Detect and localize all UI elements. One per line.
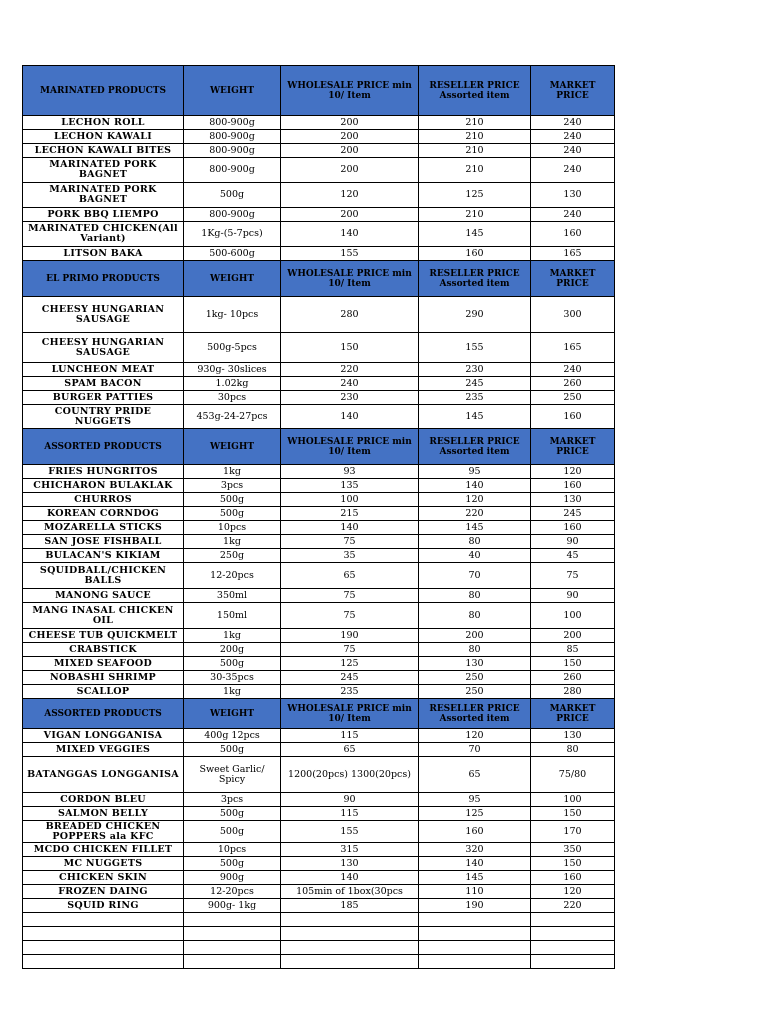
reseller-price-cell: 125: [419, 183, 531, 208]
product-row: [23, 363, 615, 377]
weight-cell: 400g 12pcs: [184, 729, 281, 743]
reseller-price-cell: [419, 913, 531, 927]
reseller-price-cell: 80: [419, 589, 531, 603]
wholesale-price-cell: 75: [281, 643, 419, 657]
product-name-cell: MANG INASAL CHICKEN OIL: [23, 603, 184, 629]
product-name-cell: CRABSTICK: [23, 643, 184, 657]
weight-cell: 250g: [184, 549, 281, 563]
product-row: [23, 941, 615, 955]
market-price-cell: 170: [531, 821, 615, 843]
product-row: [23, 333, 615, 363]
market-price-cell: 160: [531, 521, 615, 535]
product-name-cell: MIXED VEGGIES: [23, 743, 184, 757]
market-price-cell: 100: [531, 793, 615, 807]
reseller-price-cell: 80: [419, 535, 531, 549]
product-name-cell: SALMON BELLY: [23, 807, 184, 821]
column-header: MARKET PRICE: [531, 66, 615, 116]
reseller-price-cell: 160: [419, 247, 531, 261]
product-name-cell: MARINATED CHICKEN(All Variant): [23, 222, 184, 247]
product-row: [23, 589, 615, 603]
product-name-cell: CHICKEN SKIN: [23, 871, 184, 885]
product-name-cell: FRIES HUNGRITOS: [23, 465, 184, 479]
market-price-cell: 160: [531, 871, 615, 885]
market-price-cell: [531, 955, 615, 969]
product-name-cell: CHEESE TUB QUICKMELT: [23, 629, 184, 643]
wholesale-price-cell: 220: [281, 363, 419, 377]
market-price-cell: 240: [531, 158, 615, 183]
product-row: [23, 793, 615, 807]
market-price-cell: 165: [531, 333, 615, 363]
market-price-cell: 280: [531, 685, 615, 699]
product-name-cell: SAN JOSE FISHBALL: [23, 535, 184, 549]
product-name-cell: BATANGGAS LONGGANISA: [23, 757, 184, 793]
market-price-cell: 250: [531, 391, 615, 405]
section-title: ASSORTED PRODUCTS: [23, 429, 184, 465]
wholesale-price-cell: 230: [281, 391, 419, 405]
product-row: [23, 857, 615, 871]
product-row: [23, 743, 615, 757]
product-row: [23, 899, 615, 913]
product-name-cell: MCDO CHICKEN FILLET: [23, 843, 184, 857]
reseller-price-cell: 190: [419, 899, 531, 913]
market-price-cell: 240: [531, 130, 615, 144]
product-row: [23, 377, 615, 391]
weight-cell: 3pcs: [184, 479, 281, 493]
reseller-price-cell: 230: [419, 363, 531, 377]
product-name-cell: LECHON KAWALI: [23, 130, 184, 144]
product-name-cell: [23, 941, 184, 955]
weight-cell: 500g: [184, 743, 281, 757]
weight-cell: 350ml: [184, 589, 281, 603]
wholesale-price-cell: 75: [281, 603, 419, 629]
wholesale-price-cell: 200: [281, 116, 419, 130]
product-name-cell: CORDON BLEU: [23, 793, 184, 807]
wholesale-price-cell: 315: [281, 843, 419, 857]
product-name-cell: PORK BBQ LIEMPO: [23, 208, 184, 222]
product-row: [23, 222, 615, 247]
product-name-cell: [23, 927, 184, 941]
product-name-cell: BURGER PATTIES: [23, 391, 184, 405]
column-header: RESELLER PRICE Assorted item: [419, 699, 531, 729]
product-row: [23, 685, 615, 699]
reseller-price-cell: 130: [419, 657, 531, 671]
reseller-price-cell: 250: [419, 685, 531, 699]
weight-cell: [184, 913, 281, 927]
product-row: [23, 535, 615, 549]
wholesale-price-cell: 200: [281, 130, 419, 144]
reseller-price-cell: [419, 955, 531, 969]
weight-cell: 30pcs: [184, 391, 281, 405]
weight-cell: 500g-5pcs: [184, 333, 281, 363]
wholesale-price-cell: [281, 913, 419, 927]
column-header: WEIGHT: [184, 429, 281, 465]
column-header: WHOLESALE PRICE min 10/ Item: [281, 429, 419, 465]
product-row: [23, 493, 615, 507]
wholesale-price-cell: 155: [281, 821, 419, 843]
section-header-row: [23, 261, 615, 297]
wholesale-price-cell: 125: [281, 657, 419, 671]
product-name-cell: CHURROS: [23, 493, 184, 507]
reseller-price-cell: 145: [419, 405, 531, 429]
reseller-price-cell: [419, 941, 531, 955]
market-price-cell: 120: [531, 465, 615, 479]
product-row: [23, 297, 615, 333]
reseller-price-cell: 140: [419, 857, 531, 871]
column-header: MARKET PRICE: [531, 261, 615, 297]
weight-cell: 12-20pcs: [184, 563, 281, 589]
market-price-cell: 220: [531, 899, 615, 913]
section-header-row: [23, 429, 615, 465]
wholesale-price-cell: 185: [281, 899, 419, 913]
wholesale-price-cell: 135: [281, 479, 419, 493]
wholesale-price-cell: [281, 955, 419, 969]
weight-cell: 500g: [184, 657, 281, 671]
market-price-cell: 90: [531, 589, 615, 603]
market-price-cell: 90: [531, 535, 615, 549]
reseller-price-cell: 65: [419, 757, 531, 793]
product-name-cell: BREADED CHICKEN POPPERS ala KFC: [23, 821, 184, 843]
market-price-cell: 260: [531, 671, 615, 685]
product-row: [23, 955, 615, 969]
weight-cell: 500-600g: [184, 247, 281, 261]
wholesale-price-cell: [281, 927, 419, 941]
market-price-cell: 80: [531, 743, 615, 757]
reseller-price-cell: 250: [419, 671, 531, 685]
product-row: [23, 116, 615, 130]
market-price-cell: 150: [531, 657, 615, 671]
market-price-cell: 45: [531, 549, 615, 563]
product-name-cell: KOREAN CORNDOG: [23, 507, 184, 521]
reseller-price-cell: 70: [419, 563, 531, 589]
product-name-cell: SQUIDBALL/CHICKEN BALLS: [23, 563, 184, 589]
market-price-cell: 240: [531, 363, 615, 377]
weight-cell: 800-900g: [184, 116, 281, 130]
reseller-price-cell: 210: [419, 144, 531, 158]
product-name-cell: SCALLOP: [23, 685, 184, 699]
market-price-cell: 150: [531, 807, 615, 821]
column-header: WEIGHT: [184, 66, 281, 116]
reseller-price-cell: 80: [419, 603, 531, 629]
market-price-cell: 240: [531, 208, 615, 222]
product-row: [23, 130, 615, 144]
product-row: [23, 843, 615, 857]
wholesale-price-cell: 140: [281, 405, 419, 429]
reseller-price-cell: [419, 927, 531, 941]
wholesale-price-cell: 1200(20pcs) 1300(20pcs): [281, 757, 419, 793]
product-row: [23, 757, 615, 793]
weight-cell: 500g: [184, 807, 281, 821]
wholesale-price-cell: [281, 941, 419, 955]
market-price-cell: 160: [531, 222, 615, 247]
weight-cell: 800-900g: [184, 130, 281, 144]
market-price-cell: 260: [531, 377, 615, 391]
weight-cell: 200g: [184, 643, 281, 657]
reseller-price-cell: 80: [419, 643, 531, 657]
product-name-cell: [23, 913, 184, 927]
product-name-cell: CHEESY HUNGARIAN SAUSAGE: [23, 297, 184, 333]
reseller-price-cell: 120: [419, 729, 531, 743]
product-name-cell: SQUID RING: [23, 899, 184, 913]
market-price-cell: 240: [531, 144, 615, 158]
product-name-cell: LECHON KAWALI BITES: [23, 144, 184, 158]
market-price-cell: 130: [531, 183, 615, 208]
product-row: [23, 927, 615, 941]
wholesale-price-cell: 65: [281, 743, 419, 757]
weight-cell: 1kg: [184, 629, 281, 643]
product-row: [23, 405, 615, 429]
column-header: WHOLESALE PRICE min 10/ Item: [281, 699, 419, 729]
wholesale-price-cell: 200: [281, 208, 419, 222]
weight-cell: 3pcs: [184, 793, 281, 807]
product-row: [23, 629, 615, 643]
column-header: RESELLER PRICE Assorted item: [419, 66, 531, 116]
wholesale-price-cell: 215: [281, 507, 419, 521]
market-price-cell: 75/80: [531, 757, 615, 793]
product-row: [23, 521, 615, 535]
market-price-cell: [531, 913, 615, 927]
weight-cell: [184, 941, 281, 955]
wholesale-price-cell: 130: [281, 857, 419, 871]
wholesale-price-cell: 200: [281, 144, 419, 158]
market-price-cell: 85: [531, 643, 615, 657]
reseller-price-cell: 95: [419, 465, 531, 479]
weight-cell: 453g-24-27pcs: [184, 405, 281, 429]
reseller-price-cell: 290: [419, 297, 531, 333]
product-name-cell: LUNCHEON MEAT: [23, 363, 184, 377]
market-price-cell: 160: [531, 479, 615, 493]
product-row: [23, 563, 615, 589]
market-price-cell: 240: [531, 116, 615, 130]
reseller-price-cell: 320: [419, 843, 531, 857]
product-name-cell: LECHON ROLL: [23, 116, 184, 130]
wholesale-price-cell: 115: [281, 729, 419, 743]
weight-cell: 500g: [184, 507, 281, 521]
product-name-cell: MARINATED PORK BAGNET: [23, 158, 184, 183]
market-price-cell: [531, 941, 615, 955]
product-row: [23, 729, 615, 743]
product-name-cell: [23, 955, 184, 969]
product-name-cell: NOBASHI SHRIMP: [23, 671, 184, 685]
wholesale-price-cell: 93: [281, 465, 419, 479]
weight-cell: 900g: [184, 871, 281, 885]
reseller-price-cell: 110: [419, 885, 531, 899]
product-row: [23, 479, 615, 493]
weight-cell: 500g: [184, 857, 281, 871]
section-title: EL PRIMO PRODUCTS: [23, 261, 184, 297]
weight-cell: 1kg: [184, 535, 281, 549]
product-row: [23, 913, 615, 927]
product-row: [23, 208, 615, 222]
product-row: [23, 144, 615, 158]
reseller-price-cell: 245: [419, 377, 531, 391]
wholesale-price-cell: 240: [281, 377, 419, 391]
weight-cell: 1kg: [184, 685, 281, 699]
weight-cell: 1kg- 10pcs: [184, 297, 281, 333]
market-price-cell: 200: [531, 629, 615, 643]
column-header: WHOLESALE PRICE min 10/ Item: [281, 261, 419, 297]
product-name-cell: MANONG SAUCE: [23, 589, 184, 603]
market-price-cell: 300: [531, 297, 615, 333]
wholesale-price-cell: 100: [281, 493, 419, 507]
wholesale-price-cell: 150: [281, 333, 419, 363]
weight-cell: 150ml: [184, 603, 281, 629]
weight-cell: 1kg: [184, 465, 281, 479]
product-row: [23, 871, 615, 885]
product-name-cell: MOZARELLA STICKS: [23, 521, 184, 535]
weight-cell: 930g- 30slices: [184, 363, 281, 377]
wholesale-price-cell: 120: [281, 183, 419, 208]
column-header: RESELLER PRICE Assorted item: [419, 429, 531, 465]
wholesale-price-cell: 235: [281, 685, 419, 699]
column-header: MARKET PRICE: [531, 699, 615, 729]
product-name-cell: LITSON BAKA: [23, 247, 184, 261]
weight-cell: 900g- 1kg: [184, 899, 281, 913]
product-row: [23, 391, 615, 405]
weight-cell: 1.02kg: [184, 377, 281, 391]
product-row: [23, 507, 615, 521]
weight-cell: Sweet Garlic/ Spicy: [184, 757, 281, 793]
section-title: ASSORTED PRODUCTS: [23, 699, 184, 729]
section-header-row: [23, 699, 615, 729]
product-row: [23, 603, 615, 629]
product-name-cell: FROZEN DAING: [23, 885, 184, 899]
reseller-price-cell: 200: [419, 629, 531, 643]
wholesale-price-cell: 35: [281, 549, 419, 563]
wholesale-price-cell: 115: [281, 807, 419, 821]
weight-cell: 800-900g: [184, 158, 281, 183]
weight-cell: 800-900g: [184, 144, 281, 158]
wholesale-price-cell: 90: [281, 793, 419, 807]
product-row: [23, 657, 615, 671]
price-list-body: [23, 66, 615, 969]
weight-cell: 12-20pcs: [184, 885, 281, 899]
reseller-price-cell: 145: [419, 222, 531, 247]
product-name-cell: CHEESY HUNGARIAN SAUSAGE: [23, 333, 184, 363]
market-price-cell: 130: [531, 493, 615, 507]
reseller-price-cell: 210: [419, 208, 531, 222]
wholesale-price-cell: 140: [281, 222, 419, 247]
weight-cell: 500g: [184, 821, 281, 843]
wholesale-price-cell: 140: [281, 871, 419, 885]
wholesale-price-cell: 75: [281, 589, 419, 603]
market-price-cell: 165: [531, 247, 615, 261]
product-row: [23, 885, 615, 899]
reseller-price-cell: 235: [419, 391, 531, 405]
product-name-cell: BULACAN'S KIKIAM: [23, 549, 184, 563]
wholesale-price-cell: 200: [281, 158, 419, 183]
product-row: [23, 821, 615, 843]
wholesale-price-cell: 245: [281, 671, 419, 685]
section-title: MARINATED PRODUCTS: [23, 66, 184, 116]
reseller-price-cell: 140: [419, 479, 531, 493]
reseller-price-cell: 210: [419, 130, 531, 144]
product-name-cell: MC NUGGETS: [23, 857, 184, 871]
section-header-row: [23, 66, 615, 116]
column-header: WEIGHT: [184, 261, 281, 297]
market-price-cell: 75: [531, 563, 615, 589]
wholesale-price-cell: 105min of 1box(30pcs: [281, 885, 419, 899]
wholesale-price-cell: 155: [281, 247, 419, 261]
reseller-price-cell: 40: [419, 549, 531, 563]
price-list-table: [22, 65, 615, 969]
wholesale-price-cell: 65: [281, 563, 419, 589]
reseller-price-cell: 95: [419, 793, 531, 807]
reseller-price-cell: 125: [419, 807, 531, 821]
weight-cell: 500g: [184, 183, 281, 208]
product-row: [23, 183, 615, 208]
weight-cell: 500g: [184, 493, 281, 507]
market-price-cell: 100: [531, 603, 615, 629]
column-header: RESELLER PRICE Assorted item: [419, 261, 531, 297]
product-row: [23, 158, 615, 183]
reseller-price-cell: 220: [419, 507, 531, 521]
reseller-price-cell: 210: [419, 158, 531, 183]
product-name-cell: VIGAN LONGGANISA: [23, 729, 184, 743]
product-row: [23, 465, 615, 479]
product-name-cell: SPAM BACON: [23, 377, 184, 391]
weight-cell: 10pcs: [184, 521, 281, 535]
reseller-price-cell: 145: [419, 521, 531, 535]
product-row: [23, 643, 615, 657]
product-row: [23, 807, 615, 821]
weight-cell: 1Kg-(5-7pcs): [184, 222, 281, 247]
weight-cell: 10pcs: [184, 843, 281, 857]
wholesale-price-cell: 280: [281, 297, 419, 333]
product-name-cell: MIXED SEAFOOD: [23, 657, 184, 671]
reseller-price-cell: 160: [419, 821, 531, 843]
reseller-price-cell: 145: [419, 871, 531, 885]
product-name-cell: MARINATED PORK BAGNET: [23, 183, 184, 208]
product-name-cell: CHICHARON BULAKLAK: [23, 479, 184, 493]
weight-cell: 30-35pcs: [184, 671, 281, 685]
product-row: [23, 549, 615, 563]
wholesale-price-cell: 140: [281, 521, 419, 535]
column-header: WEIGHT: [184, 699, 281, 729]
market-price-cell: [531, 927, 615, 941]
market-price-cell: 350: [531, 843, 615, 857]
reseller-price-cell: 210: [419, 116, 531, 130]
market-price-cell: 150: [531, 857, 615, 871]
weight-cell: [184, 955, 281, 969]
market-price-cell: 120: [531, 885, 615, 899]
product-name-cell: COUNTRY PRIDE NUGGETS: [23, 405, 184, 429]
reseller-price-cell: 70: [419, 743, 531, 757]
column-header: WHOLESALE PRICE min 10/ Item: [281, 66, 419, 116]
product-row: [23, 671, 615, 685]
reseller-price-cell: 120: [419, 493, 531, 507]
wholesale-price-cell: 190: [281, 629, 419, 643]
product-row: [23, 247, 615, 261]
reseller-price-cell: 155: [419, 333, 531, 363]
market-price-cell: 160: [531, 405, 615, 429]
market-price-cell: 130: [531, 729, 615, 743]
weight-cell: 800-900g: [184, 208, 281, 222]
market-price-cell: 245: [531, 507, 615, 521]
weight-cell: [184, 927, 281, 941]
column-header: MARKET PRICE: [531, 429, 615, 465]
wholesale-price-cell: 75: [281, 535, 419, 549]
